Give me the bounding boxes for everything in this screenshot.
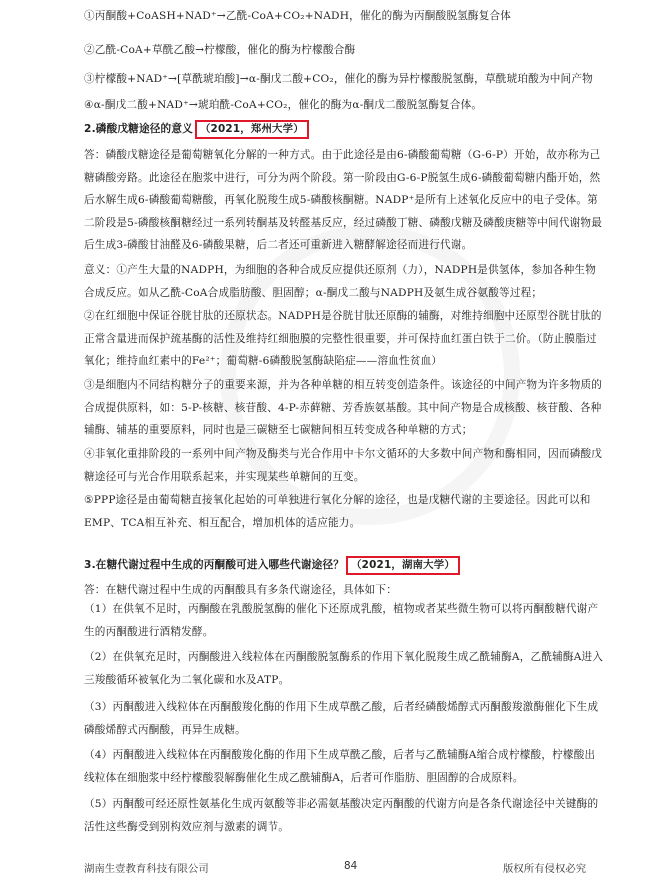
question-2-answer: 答：磷酸戊糖途径是葡萄糖氧化分解的一种方式。由于此途径是由6-磷酸葡萄糖（G-6-P）开始，故亦称为己糖磷酸旁路。此途径在胞浆中进行，可分为两个阶段。第一阶段由G-6-P脱氢生成6-磷酸葡萄糖内酯开始，然后水解生成6-磷酸葡萄糖酸，再氧化脱羧生成5-磷酸核酮糖。NADP⁺是所有上述氧化反应中的电子受体。第二阶段是5-磷酸核酮糖经过一系列转酮基及转醛基反应，经过磷酸丁糖、磷酸戊糖及磷酸庚糖等中间代谢物最后生成3-磷酸甘油醛及6-磷酸果糖，后二者还可重新进入糖酵解途径而进行代谢。 [84,149,603,251]
question-3-item-2: （2）在供氧充足时，丙酮酸进入线粒体在丙酮酸脱氢酶系的作用下氧化脱羧生成乙酰辅酶A，乙酰辅酶A进入三羧酸循环被氧化为二氧化碳和水及ATP。 [84,651,604,686]
question-2-point-5: ⑤PPP途径是由葡萄糖直接氧化起始的可单独进行氧化分解的途径，也是戊糖代谢的主要途径。因此可以和EMP、TCA相互补充、相互配合，增加机体的适应能力。 [84,494,591,529]
question-3-item-4: （4）丙酮酸进入线粒体在丙酮酸羧化酶的作用下生成草酰乙酸，后者与乙酰辅酶A缩合成柠檬酸，柠檬酸出线粒体在细胞浆中经柠檬酸裂解酶催化生成乙酰辅酶A，后者可作脂肪、胆固醇的合成原料。 [84,749,596,784]
question-3-title: 3.在糖代谢过程中生成的丙酮酸可进入哪些代谢途径？ [84,559,345,571]
reaction-line-3: ③柠檬酸+NAD⁺→[草酰琥珀酸]→α-酮戊二酸+CO₂，催化的酶为异柠檬酸脱氢酶，草酰琥珀酸为中间产物 [84,73,593,85]
reaction-line-2: ②乙酰-CoA+草酰乙酸→柠檬酸，催化的酶为柠檬酸合酶 [84,44,356,56]
question-3-item-1: （1）在供氧不足时，丙酮酸在乳酸脱氢酶的催化下还原成乳酸，植物或者某些微生物可以将丙酮酸糖代谢产生的丙酮酸进行酒精发酵。 [84,603,599,638]
reaction-line-1: ①丙酮酸+CoASH+NAD⁺→乙酰-CoA+CO₂+NADH，催化的酶为丙酮酸脱氢酶复合体 [84,10,512,22]
question-3-item-3: （3）丙酮酸进入线粒体在丙酮酸羧化酶的作用下生成草酰乙酸，后者经磷酸烯醇式丙酮酸羧激酶催化下生成磷酸烯醇式丙酮酸，再异生成糖。 [84,701,599,736]
question-2-significance: 意义：①产生大量的NADPH，为细胞的各种合成反应提供还原剂（力），NADPH是供氢体，参加各种生物合成反应。如从乙酰-CoA合成脂肪酸、胆固醇；α-酮戊二酸与NADPH及氨生成谷氨酸等过程； [84,264,597,299]
footer-copyright: 版权所有侵权必究 [503,863,587,875]
question-2-title: 2.磷酸戊糖途径的意义 [84,123,193,135]
reaction-line-4: ④α-酮戊二酸+NAD⁺→琥珀酰-CoA+CO₂，催化的酶为α-酮戊二酸脱氢酶复合体。 [84,99,483,111]
question-2-point-2: ②在红细胞中保证谷胱甘肽的还原状态。NADPH是谷胱甘肽还原酶的辅酶，对维持细胞中还原型谷胱甘肽的正常含量进而保护巯基酶的活性及维持红细胞膜的完整性很重要，并可保持血红蛋白铁于二价。（防止膜脂过氧化；维持血红素中的Fe²⁺；葡萄糖-6磷酸脱氢酶缺陷症——溶血性贫血） [84,310,602,367]
question-2-point-3: ③是细胞内不同结构糖分子的重要来源，并为各种单糖的相互转变创造条件。该途径的中间产物为许多物质的合成提供原料，如：5-P-核糖、核苷酸、4-P-赤藓糖、芳香族氨基酸。其中间产物是合成核酸、核苷酸、各种辅酶、辅基的重要原料，同时也是三碳糖至七碳糖间相互转变成各种单糖的方式； [84,379,603,436]
question-2-source-tag: （2021，郑州大学） [195,120,309,139]
question-3-heading [84,556,604,575]
footer-page-number: 84 [344,860,358,872]
question-3-intro: 答：在糖代谢过程中生成的丙酮酸具有多条代谢途径，具体如下： [84,584,398,596]
question-3-source-tag: （2021，湖南大学） [346,556,460,575]
question-2-heading [84,120,604,139]
footer-company: 湖南生壹教育科技有限公司 [84,863,209,875]
question-3-item-5: （5）丙酮酸可经还原性氨基化生成丙氨酸等非必需氨基酸决定丙酮酸的代谢方向是各条代谢途径中关键酶的活性这些酶受到别构效应剂与激素的调节。 [84,798,599,833]
question-2-point-4: ④非氧化重排阶段的一系列中间产物及酶类与光合作用中卡尔文循环的大多数中间产物和酶相同，因而磷酸戊糖途径可与光合作用联系起来，并实现某些单糖间的互变。 [84,448,603,483]
